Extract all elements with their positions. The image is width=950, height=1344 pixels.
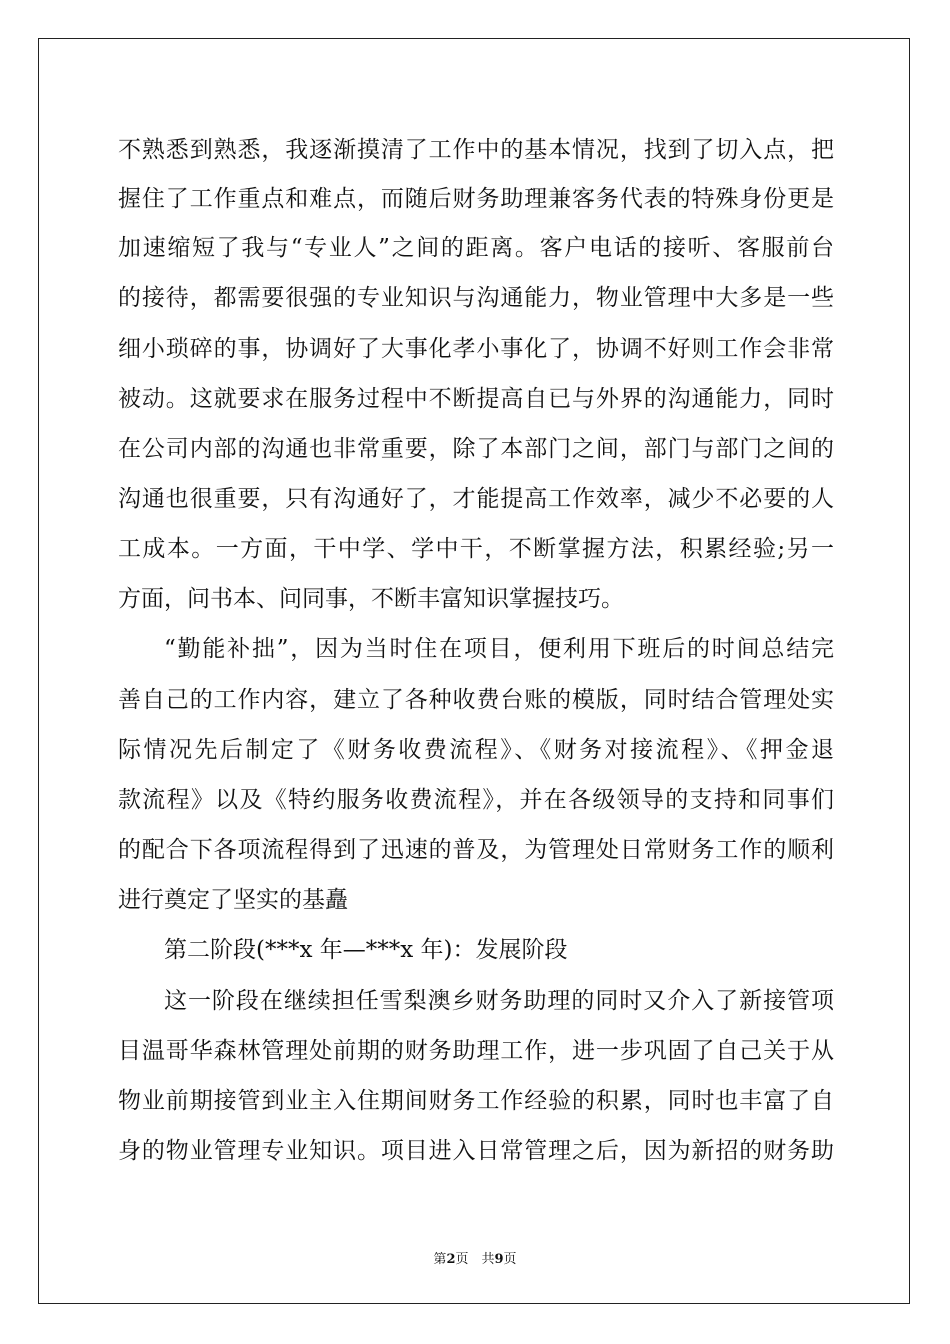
text-line: 不熟悉到熟悉，我逐渐摸清了工作中的基本情况，找到了切入点，把 [118, 137, 834, 163]
text-line: 方面，问书本、问同事，不断丰富知识掌握技巧。 [118, 586, 624, 612]
text-line: 目温哥华森林管理处前期的财务助理工作，进一步巩固了自己关于从 [118, 1038, 834, 1064]
text-line: 这一阶段在继续担任雪梨澳乡财务助理的同时又介入了新接管项 [164, 988, 834, 1014]
text-line: 加速缩短了我与“专业人”之间的距离。客户电话的接听、客服前台 [118, 235, 834, 261]
footer-suffix: 页 [503, 1252, 517, 1267]
text-line: 细小琐碎的事，协调好了大事化孝小事化了，协调不好则工作会非常 [118, 336, 834, 362]
text-line: 的配合下各项流程得到了迅速的普及，为管理处日常财务工作的顺利 [118, 837, 834, 863]
footer-prefix: 第 [433, 1252, 447, 1267]
text-line: 际情况先后制定了《财务收费流程》、《财务对接流程》、《押金退 [118, 737, 834, 763]
current-page-number: 2 [446, 1252, 456, 1267]
footer-middle: 页 共 [455, 1252, 495, 1267]
text-line: 物业前期接管到业主入住期间财务工作经验的积累，同时也丰富了自 [118, 1088, 834, 1114]
text-line: 善自己的工作内容，建立了各种收费台账的模版，同时结合管理处实 [118, 687, 834, 713]
text-line: 工成本。一方面，干中学、学中干，不断掌握方法，积累经验;另一 [118, 536, 834, 562]
text-line: 握住了工作重点和难点，而随后财务助理兼客务代表的特殊身份更是 [118, 186, 834, 212]
text-line: 款流程》以及《特约服务收费流程》，并在各级领导的支持和同事们 [118, 787, 834, 813]
text-line: 在公司内部的沟通也非常重要，除了本部门之间，部门与部门之间的 [118, 436, 834, 462]
section-heading: 第二阶段(***x 年—***x 年)：发展阶段 [164, 937, 568, 963]
text-line: 进行奠定了坚实的基矗 [118, 887, 348, 913]
text-line: 沟通也很重要，只有沟通好了，才能提高工作效率，减少不必要的人 [118, 486, 834, 512]
text-line: 的接待，都需要很强的专业知识与沟通能力，物业管理中大多是一些 [118, 285, 834, 311]
text-line: “勤能补拙”，因为当时住在项目，便利用下班后的时间总结完 [164, 636, 834, 662]
text-line: 身的物业管理专业知识。项目进入日常管理之后，因为新招的财务助 [118, 1138, 834, 1164]
page-footer [0, 1248, 950, 1267]
text-line: 被动。这就要求在服务过程中不断提高自已与外界的沟通能力，同时 [118, 386, 834, 412]
total-pages-number: 9 [494, 1252, 504, 1267]
